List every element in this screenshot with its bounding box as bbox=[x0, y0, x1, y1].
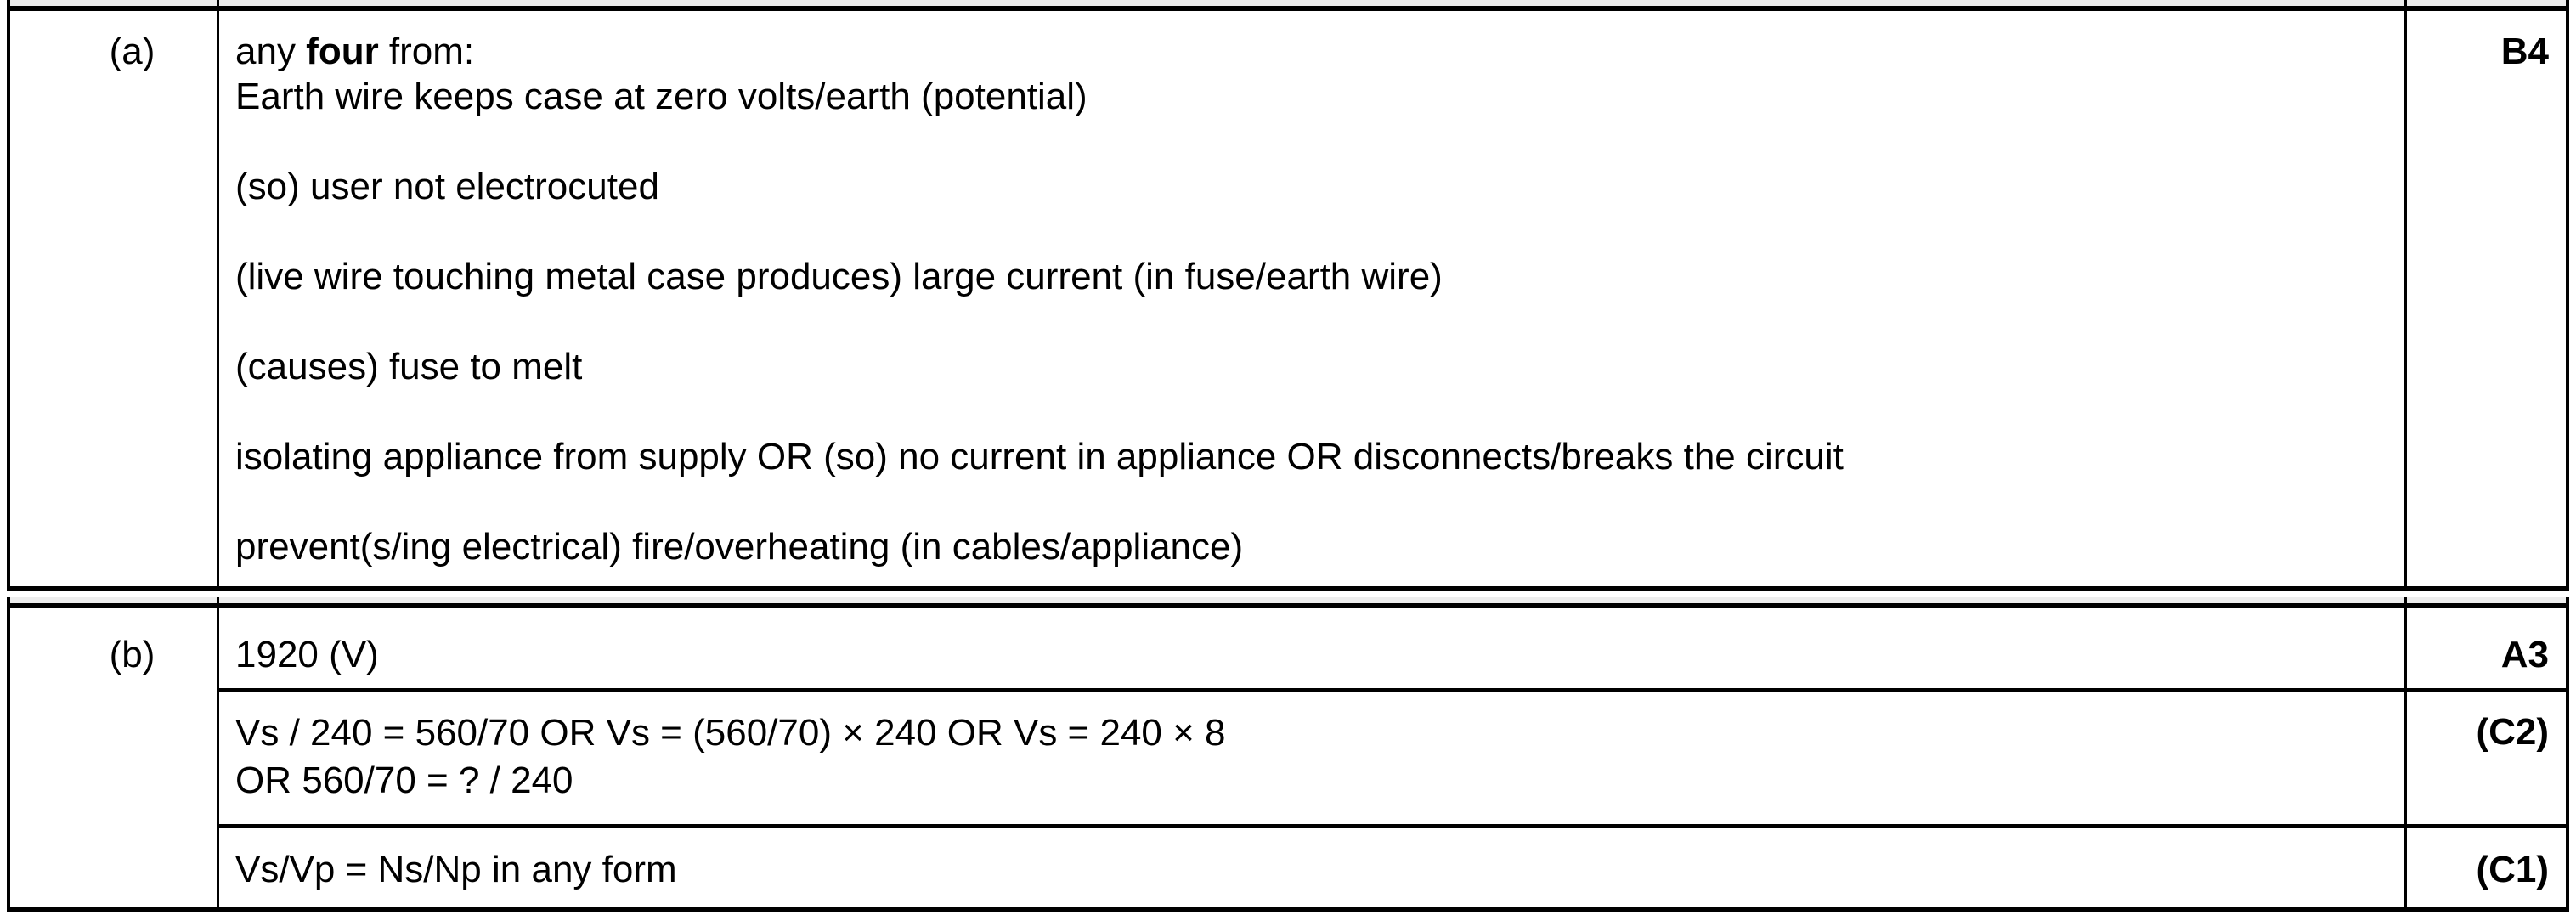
mark-scheme-table-part-b bbox=[7, 597, 2569, 912]
part-label-cell-a bbox=[10, 11, 217, 586]
marks-cell-b2 bbox=[2404, 692, 2566, 824]
part-label-b: (b) bbox=[109, 634, 155, 675]
answer-cell-b2 bbox=[217, 692, 2404, 824]
mark-code-c1: (C1) bbox=[2476, 849, 2549, 890]
mark-code-a3: A3 bbox=[2500, 634, 2549, 675]
answer-a-point-5: isolating appliance from supply OR (so) no current in appliance OR disconnects/breaks the circuit bbox=[235, 436, 1844, 477]
part-label-cell-b bbox=[10, 608, 217, 907]
answer-cell-a bbox=[217, 11, 2404, 586]
mark-code-c2: (C2) bbox=[2476, 711, 2549, 753]
marks-cell-b3 bbox=[2404, 828, 2566, 907]
answer-b2-line-2: OR 560/70 = ? / 240 bbox=[235, 760, 573, 801]
answer-cell-b1: 1920 (V) bbox=[217, 608, 2404, 688]
header-strip-marks-column bbox=[2404, 0, 2566, 6]
marks-cell-b1 bbox=[2404, 608, 2566, 688]
marks-cell-a bbox=[2404, 11, 2566, 586]
answer-a-point-4: (causes) fuse to melt bbox=[235, 346, 583, 387]
intro-prefix: any bbox=[235, 31, 307, 72]
header-strip-answer-column bbox=[217, 597, 2404, 603]
answer-a-point-2: (so) user not electrocuted bbox=[235, 166, 659, 207]
answer-a-point-3: (live wire touching metal case produces) large current (in fuse/earth wire) bbox=[235, 256, 1443, 297]
header-strip-answer-column bbox=[217, 0, 2404, 6]
header-strip-part-column bbox=[10, 597, 217, 603]
intro-suffix: from: bbox=[378, 31, 475, 72]
answer-a-point-6: prevent(s/ing electrical) fire/overheating (in cables/appliance) bbox=[235, 526, 1244, 568]
mark-scheme-table-part-a bbox=[7, 0, 2569, 591]
answer-b2-line-1: Vs / 240 = 560/70 OR Vs = (560/70) × 240 OR Vs = 240 × 8 bbox=[235, 712, 1226, 754]
intro-bold-word: four bbox=[306, 31, 379, 72]
answer-cell-b3: Vs/Vp = Ns/Np in any form bbox=[217, 828, 2404, 907]
table-gap bbox=[0, 591, 2576, 597]
mark-code-b4: B4 bbox=[2500, 31, 2549, 72]
header-strip-part-column bbox=[10, 0, 217, 6]
answer-a-point-1: Earth wire keeps case at zero volts/earth (potential) bbox=[235, 76, 1087, 117]
answer-a-intro-line bbox=[235, 29, 2370, 74]
part-label-a: (a) bbox=[109, 31, 155, 72]
header-strip-marks-column bbox=[2404, 597, 2566, 603]
